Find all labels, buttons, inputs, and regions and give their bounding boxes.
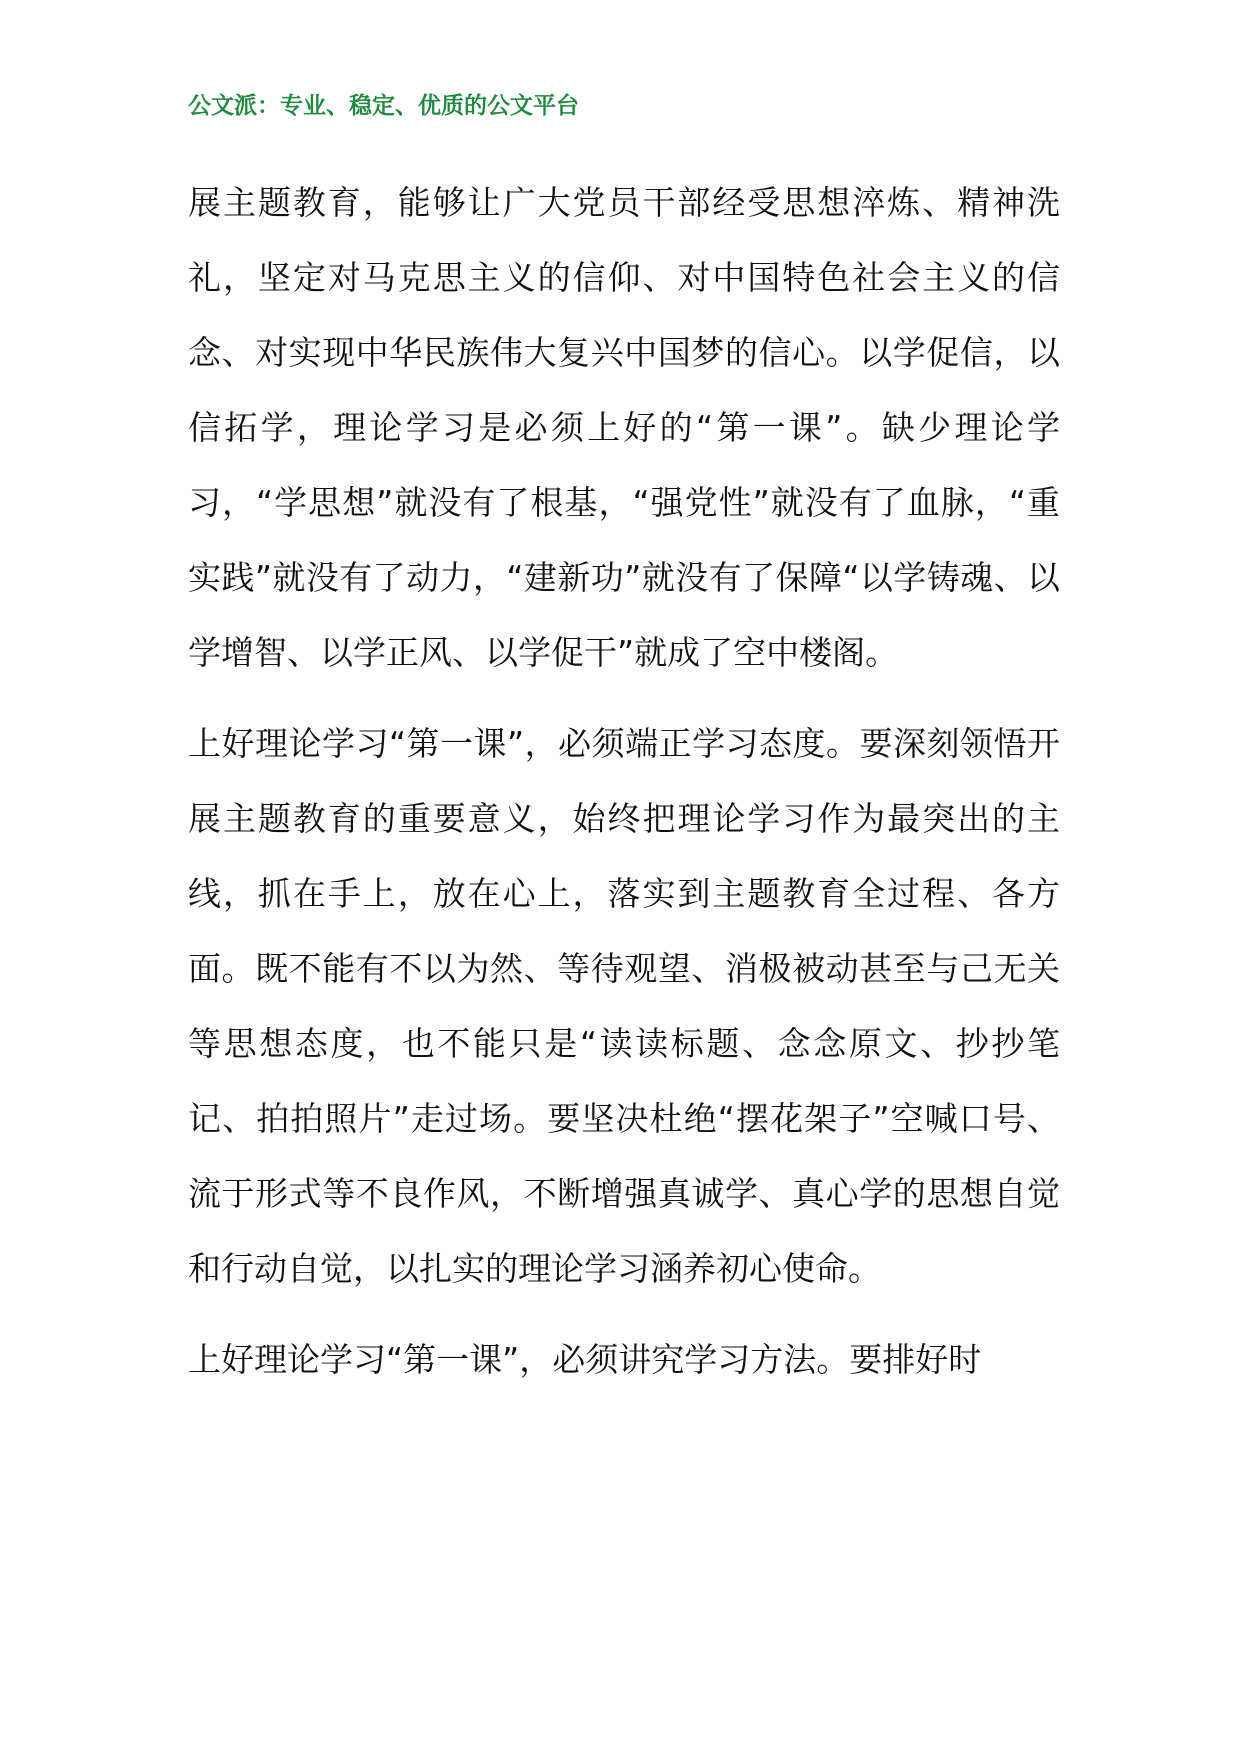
page-header-title: 公文派：专业、稳定、优质的公文平台 [188, 92, 579, 119]
paragraph-1: 展主题教育，能够让广大党员干部经受思想淬炼、精神洗礼，坚定对马克思主义的信仰、对中国特色社会主义的信念、对实现中华民族伟大复兴中国梦的信心。以学促信，以信拓学，理论学习是必须上好的“第一课”。缺少理论学习，“学思想”就没有了根基，“强党性”就没有了血脉，“重实践”就没有了动力，“建新功”就没有了保障“以学铸魂、以学增智、以学正风、以学促干”就成了空中楼阁。 [188, 183, 1060, 672]
paragraph-3: 上好理论学习“第一课”，必须讲究学习方法。要排好时 [188, 1340, 982, 1379]
document-body [188, 165, 1060, 1413]
paragraph-2: 上好理论学习“第一课”，必须端正学习态度。要深刻领悟开展主题教育的重要意义，始终把理论学习作为最突出的主线，抓在手上，放在心上，落实到主题教育全过程、各方面。既不能有不以为然、等待观望、消极被动甚至与己无关等思想态度，也不能只是“读读标题、念念原文、抄抄笔记、拍拍照片”走过场。要坚决杜绝“摆花架子”空喊口号、流于形式等不良作风，不断增强真诚学、真心学的思想自觉和行动自觉，以扎实的理论学习涵养初心使命。 [188, 724, 1060, 1288]
